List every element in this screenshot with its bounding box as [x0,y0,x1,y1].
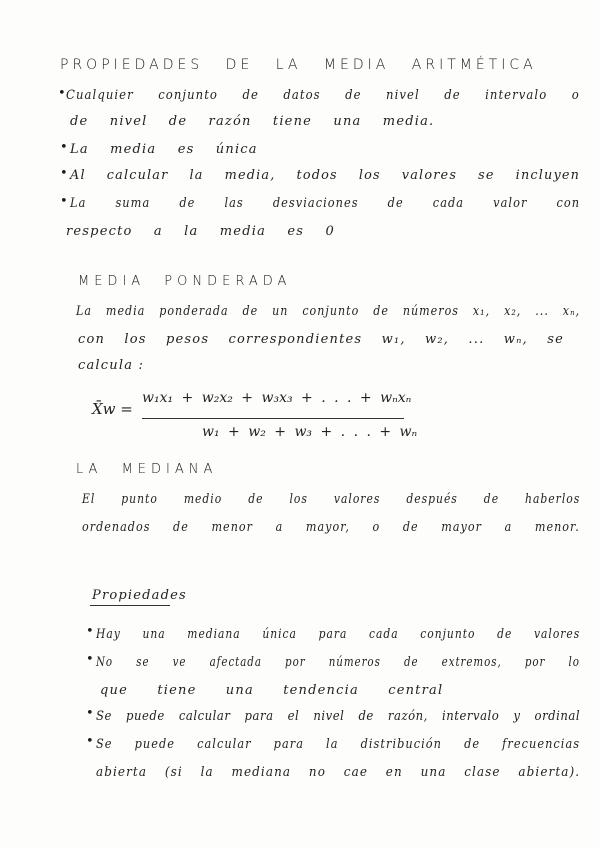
mean-property-line: respecto a la media es 0 [66,224,335,239]
bullet-mark: • [58,86,66,101]
bullet-mark: • [86,734,94,749]
weighted-mean-line: con los pesos correspondientes w₁, w₂, ... wₙ, se [78,332,564,347]
page-title: PROPIEDADES DE LA MEDIA ARITMÉTICA [60,57,537,73]
median-line: ordenados de menor a mayor, o de mayor a menor. [82,520,580,535]
mean-property-line: La suma de las desviaciones de cada valor con [70,196,581,211]
median-property-line: Se puede calcular para la distribución de frecuencias [96,737,581,752]
median-property-line: Se puede calcular para el nivel de razón, intervalo y ordinal [96,709,581,724]
mean-property-line: Cualquier conjunto de datos de nivel de intervalo o [66,88,580,103]
formula-denominator: w₁ + w₂ + w₃ + . . . + wₙ [202,424,418,440]
bullet-mark: • [60,140,68,155]
median-property-line: que tiene una tendencia central [100,683,444,698]
median-property-line: abierta (si la mediana no cae en una clase abierta). [96,765,581,780]
mean-property-line: La media es única [70,142,258,157]
bullet-mark: • [60,194,68,209]
median-properties-subheading: Propiedades [92,588,187,603]
median-heading: LA MEDIANA [76,462,218,477]
mean-property-line: de nivel de razón tiene una media. [70,114,435,129]
mean-property-line: Al calcular la media, todos los valores se incluyen [70,168,581,183]
formula-lhs: X̄w = [92,400,133,418]
bullet-mark: • [60,166,68,181]
formula-numerator: w₁x₁ + w₂x₂ + w₃x₃ + . . . + wₙxₙ [142,390,412,406]
bullet-mark: • [86,706,94,721]
subheading-underline [90,605,170,606]
bullet-mark: • [86,624,94,639]
weighted-mean-line: calcula : [78,358,145,373]
median-property-line: No se ve afectada por números de extremos, por lo [96,655,580,670]
median-line: El punto medio de los valores después de haberlos [82,492,581,507]
fraction-bar [142,418,404,419]
median-property-line: Hay una mediana única para cada conjunto de valores [96,627,581,642]
weighted-mean-line: La media ponderada de un conjunto de números x₁, x₂, ... xₙ, [76,304,581,319]
bullet-mark: • [86,652,94,667]
weighted-mean-heading: MEDIA PONDERADA [78,274,292,289]
